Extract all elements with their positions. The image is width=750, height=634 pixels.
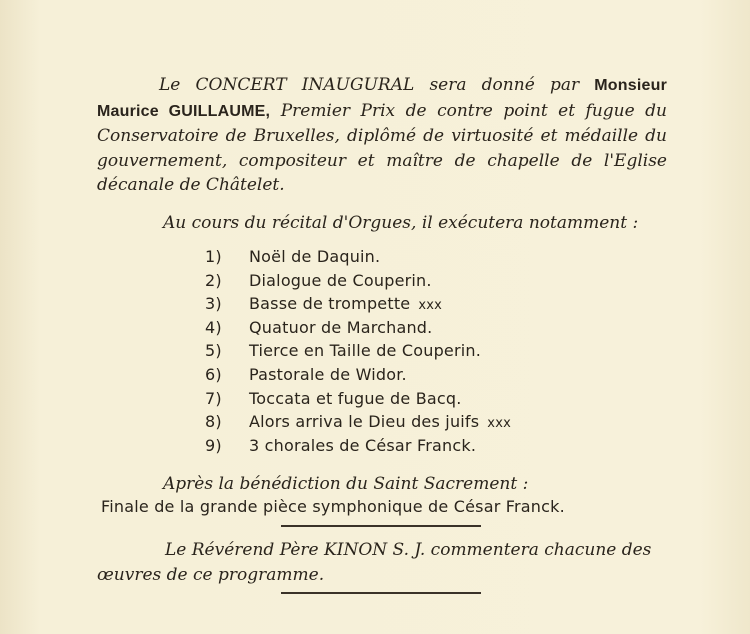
finale-line: Finale de la grande pièce symphonique de César Franck. — [101, 497, 565, 516]
concert-paragraph — [97, 73, 667, 198]
list-item: 1) Noël de Daquin. — [205, 247, 381, 266]
list-item: 4) Quatuor de Marchand. — [205, 317, 433, 337]
benediction-heading: Après la bénédiction du Saint Sacrement : — [163, 474, 529, 494]
paragraph-rest: Premier Prix de contre point et fugue du Conservatoire de Bruxelles, diplômé de virtuosité et médaille du gouvernement, compositeur et maître de chapelle de l'Eglise décanale de Châtelet. — [97, 100, 668, 195]
program-intro: Au cours du récital d'Orgues, il exécutera notamment : — [163, 213, 639, 233]
list-item: 6) Pastorale de Widor. — [205, 364, 407, 384]
performer-title: Monsieur — [594, 77, 667, 94]
list-item: 7) Toccata et fugue de Bacq. — [205, 388, 462, 408]
program-list — [205, 245, 511, 457]
paragraph-lead: Le CONCERT INAUGURAL sera donné par — [159, 75, 580, 95]
performer-name: Maurice GUILLAUME, — [97, 102, 271, 120]
divider — [281, 525, 481, 527]
list-item: 2) Dialogue de Couperin. — [205, 270, 432, 290]
list-item: 5) Tierce en Taille de Couperin. — [205, 341, 482, 361]
list-item: 9) 3 chorales de César Franck. — [205, 435, 477, 455]
reverend-paragraph: Le Révérend Père KINON S. J. commentera chacune des œuvres de ce programme. — [97, 540, 652, 585]
divider — [281, 592, 481, 594]
list-item: 3) Basse de trompette xxx — [205, 294, 443, 314]
list-item: 8) Alors arriva le Dieu des juifs xxx — [205, 412, 511, 432]
